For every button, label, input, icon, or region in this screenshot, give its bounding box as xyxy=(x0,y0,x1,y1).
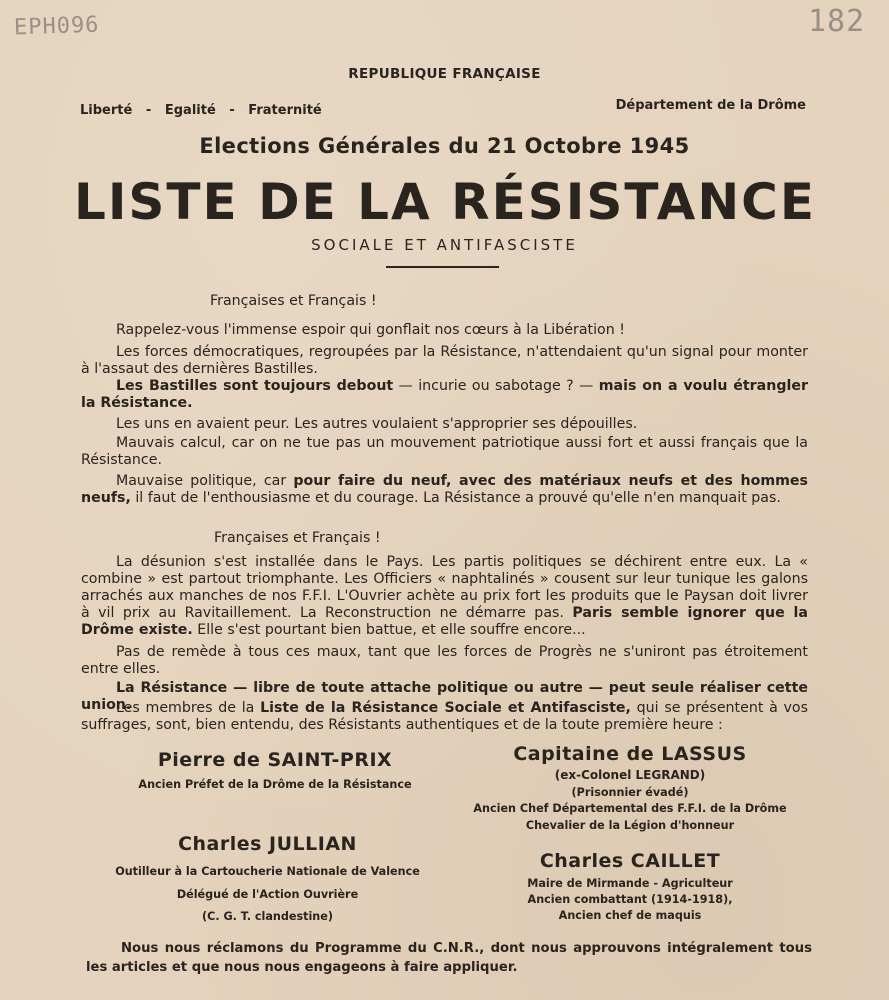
candidate-name-jullian: Charles JULLIAN xyxy=(178,833,357,855)
paragraph-2: Les forces démocratiques, regroupées par la Résistance, n'attendaient qu'un signal pour monter à l'assaut des dernières Bastilles. xyxy=(81,344,808,377)
candidate-role: Chevalier de la Légion d'honneur xyxy=(525,819,735,832)
greeting-2: Françaises et Français ! xyxy=(214,530,381,546)
paragraph-10-normal-a: Les membres de la xyxy=(116,700,261,716)
paragraph-10 xyxy=(81,700,808,734)
paragraph-6-normal-b: il faut de l'enthousiasme et du courage. La Résistance a prouvé qu'elle n'en manquait pas. xyxy=(130,490,781,506)
candidate-role: Ancien chef de maquis xyxy=(558,909,702,922)
paragraph-4: Les uns en avaient peur. Les autres voulaient s'approprier ses dépouilles. xyxy=(116,416,638,432)
paragraph-6 xyxy=(81,473,808,507)
candidate-role: Délégué de l'Action Ouvrière xyxy=(176,888,359,901)
paragraph-6-normal-a: Mauvaise politique, car xyxy=(116,473,294,489)
department-label: Département de la Drôme xyxy=(615,98,806,113)
archive-reference: EPH096 xyxy=(13,12,100,41)
archive-number: 182 xyxy=(808,4,866,39)
candidate-role: Ancien combattant (1914-1918), xyxy=(527,893,733,906)
candidate-role: (C. G. T. clandestine) xyxy=(202,910,333,923)
list-title: LISTE DE LA RÉSISTANCE xyxy=(73,173,817,231)
greeting-1: Françaises et Français ! xyxy=(210,293,377,309)
paragraph-7-normal-a: La désunion s'est installée dans le Pays. Les partis politiques se déchirent entre eux. La « combine » est partout triomphante. Les Officiers « naphtalinés » cousent sur leur tunique les galons arrachés aux manches de nos F.F.I. L'Ouvrier achète au prix fort les produits que le Paysan doit livrer à vil prix au Ravitaillement. La Reconstruction ne démarre pas. xyxy=(81,554,808,621)
list-subtitle: SOCIALE ET ANTIFASCISTE xyxy=(311,236,578,254)
paragraph-10-bold: Liste de la Résistance Sociale et Antifasciste, xyxy=(260,700,631,716)
national-motto: Liberté - Egalité - Fraternité xyxy=(80,103,322,118)
paragraph-3-bold-a: Les Bastilles sont toujours debout xyxy=(116,378,394,394)
title-rule xyxy=(386,266,499,268)
paragraph-6-bold: pour faire du neuf, avec des matériaux neufs et des hommes neufs, xyxy=(81,473,808,506)
paragraph-7-bold: Paris semble ignorer que la Drôme existe. xyxy=(81,605,808,638)
paragraph-9: La Résistance — libre de toute attache politique ou autre — peut seule réaliser cette union. xyxy=(81,680,808,713)
candidate-alias: (ex-Colonel LEGRAND) xyxy=(554,768,706,782)
paragraph-7 xyxy=(81,554,808,639)
paragraph-8: Pas de remède à tous ces maux, tant que les forces de Progrès ne s'uniront pas étroitement entre elles. xyxy=(81,644,808,677)
paragraph-3-bold-b: mais on a voulu étrangler la Résistance. xyxy=(81,378,808,411)
paragraph-3-normal: — incurie ou sabotage ? — xyxy=(393,378,599,394)
republic-heading: REPUBLIQUE FRANÇAISE xyxy=(348,66,541,82)
candidate-role: Maire de Mirmande - Agriculteur xyxy=(527,877,733,890)
candidate-role: Ancien Préfet de la Drôme de la Résistance xyxy=(138,778,412,791)
paragraph-5: Mauvais calcul, car on ne tue pas un mouvement patriotique aussi fort et aussi français que la Résistance. xyxy=(81,435,808,468)
paragraph-7-normal-b: Elle s'est pourtant bien battue, et elle souffre encore... xyxy=(192,622,586,638)
elections-heading: Elections Générales du 21 Octobre 1945 xyxy=(199,134,690,158)
paragraph-1: Rappelez-vous l'immense espoir qui gonflait nos cœurs à la Libération ! xyxy=(116,322,625,338)
candidate-name-lassus: Capitaine de LASSUS xyxy=(513,743,747,765)
candidate-name-saint-prix: Pierre de SAINT-PRIX xyxy=(157,749,393,771)
candidate-role: (Prisonnier évadé) xyxy=(571,786,689,799)
candidate-role: Ancien Chef Départemental des F.F.I. de la Drôme xyxy=(473,802,787,815)
paragraph-3 xyxy=(81,378,808,412)
candidate-name-caillet: Charles CAILLET xyxy=(539,850,721,872)
candidate-role: Outilleur à la Cartoucherie Nationale de Valence xyxy=(115,865,420,878)
paragraph-10-normal-b: qui se présentent à vos suffrages, sont, bien entendu, des Résistants authentiques et de la toute première heure : xyxy=(81,700,808,733)
closing-statement: Nous nous réclamons du Programme du C.N.R., dont nous approuvons intégralement tous les articles et que nous nous engageons à faire appliquer. xyxy=(86,941,812,975)
